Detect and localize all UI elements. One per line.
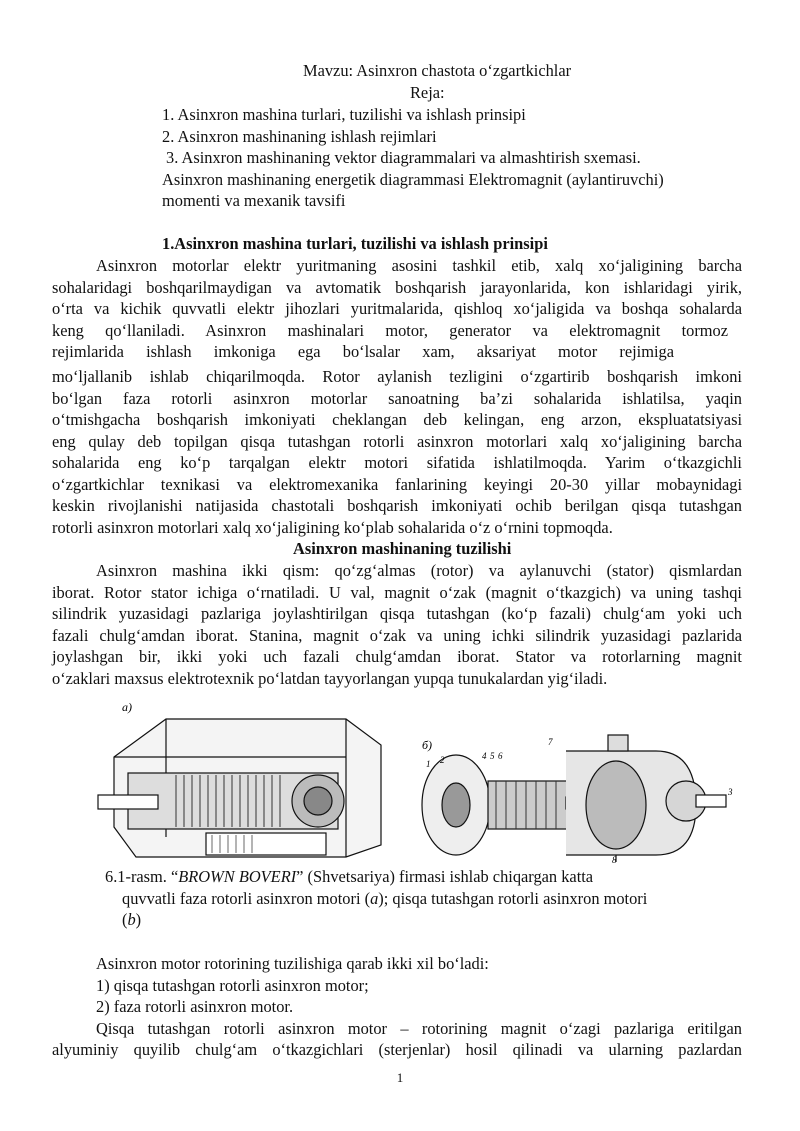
text-line: alyuminiy quyilib chulg‘am o‘tkazgichlari (sterjenlar) hosil qilinadi va ularning pazlardan bbox=[52, 1040, 742, 1059]
text-line: Asinxron mashina ikki qism: qo‘zg‘almas (rotor) va aylanuvchi (stator) qismlardan bbox=[96, 561, 742, 580]
paragraph bbox=[52, 953, 742, 1061]
paragraph bbox=[52, 560, 742, 689]
text-line: rotorli asinxron motorlari xalq xo‘jaligining ko‘plab sohalarida o‘z o‘rnini topmoqda. bbox=[52, 517, 613, 537]
part-number: 4 bbox=[482, 751, 487, 761]
figure-caption bbox=[105, 866, 725, 931]
motor-figure bbox=[96, 697, 746, 865]
text-line: o‘zaklari maxsus elektrotexnik po‘latdan tayyorlangan yupqa tunukalardan yig‘iladi. bbox=[52, 668, 608, 688]
text-line: fazali chulg‘amdan iborat. Stanina, magnit o‘zak va uning ichki silindrik yuzasidagi pazlarida bbox=[52, 625, 742, 645]
caption-line bbox=[105, 866, 725, 888]
section-heading: 1.Asinxron mashina turlari, tuzilishi va ishlash prinsipi bbox=[162, 234, 548, 253]
plan-heading: Reja: bbox=[410, 83, 445, 102]
topic-title: Mavzu: Asinxron chastota o‘zgartkichlar bbox=[303, 61, 572, 80]
text-line: rejimlarida ishlash imkoniga ega bo‘lsalar xam, aksariyat motor rejimiga bbox=[52, 342, 674, 361]
plan-item: 1. Asinxron mashina turlari, tuzilishi va ishlash prinsipi bbox=[162, 105, 526, 124]
squirrel-cage-motor-drawing bbox=[422, 735, 726, 862]
plan-item: 3. Asinxron mashinaning vektor diagrammalari va almashtirish sxemasi. bbox=[166, 148, 641, 167]
text-line: keng qo‘llaniladi. Asinxron mashinalari motor, generator va elektromagnit tormoz bbox=[52, 320, 728, 340]
text-line: sohalaridagi boshqarilmaydigan va avtomatik boshqarish jarayonlarida, kon ishlaridagi yirik, bbox=[52, 277, 742, 297]
part-number: 2 bbox=[440, 755, 445, 765]
phase-rotor-motor-drawing bbox=[98, 719, 381, 857]
caption-text: ) bbox=[135, 910, 142, 929]
text-line: Asinxron motor rotorining tuzilishiga qarab ikki xil bo‘ladi: bbox=[96, 954, 489, 973]
paragraph bbox=[52, 366, 742, 538]
text-line: eng qulay deb topilgan qisqa tutashgan rotorli asinxron motorlari xalq xo‘jaligining barcha bbox=[52, 431, 742, 451]
caption-line bbox=[105, 888, 725, 910]
caption-text: 6.1-rasm. “ bbox=[105, 867, 179, 886]
text-line: joylashgan bir, ikki yoki uch fazali chulg‘amdan iborat. Stator va rotorlarning magnit bbox=[52, 647, 742, 666]
caption-italic: a bbox=[370, 888, 379, 908]
text-line: Qisqa tutashgan rotorli asinxron motor – rotorining magnit o‘zagi pazlariga eritilgan bbox=[96, 1018, 742, 1038]
plan-list bbox=[162, 104, 762, 212]
caption-text: ); qisqa tutashgan rotorli asinxron motori bbox=[378, 888, 648, 908]
part-number: 7 bbox=[548, 737, 553, 747]
text-line: bo‘lgan faza rotorli asinxron motorlar sanoatning ba’zi sohalarida ishlatilsa, yaqin bbox=[52, 388, 742, 408]
section-heading: Asinxron mashinaning tuzilishi bbox=[293, 539, 512, 558]
caption-text: ” (Shvetsariya) firmasi ishlab chiqargan katta bbox=[296, 867, 594, 886]
text-line: o‘rta va kichik quvvatli elektr jihozlari yuritmalarida, qishloq xo‘jaligida va boshqa sohalarda bbox=[52, 299, 742, 318]
paragraph bbox=[52, 255, 742, 363]
plan-item: momenti va mexanik tavsifi bbox=[162, 191, 346, 210]
text-line: keskin rivojlanishi natijasida chastotali boshqarish imkoniyati ochib berilgan qisqa tutashgan bbox=[52, 496, 742, 515]
text-line: o‘tmishgacha boshqarish imkoniyati cheklangan deb kelingan, eng arzon, ekspluatatsiyasi bbox=[52, 410, 742, 429]
text-line: sohalarida eng ko‘p tarqalgan elektr motori sifatida ishlatilmoqda. Yarim o‘tkazgichli bbox=[52, 453, 742, 472]
text-line: iborat. Rotor stator ichiga o‘rnatiladi. U val, magnit o‘zak (magnit o‘tkazgich) va uning tashqi bbox=[52, 582, 742, 602]
part-number: 6 bbox=[498, 751, 503, 761]
caption-text: ( bbox=[122, 910, 128, 929]
list-item: 1) qisqa tutashgan rotorli asinxron motor; bbox=[96, 975, 369, 995]
plan-item: 2. Asinxron mashinaning ishlash rejimlari bbox=[162, 126, 437, 146]
text-line: mo‘ljallanib ishlab chiqarilmoqda. Rotor aylanish tezligini o‘zgartirib boshqarish imkoni bbox=[52, 367, 742, 386]
caption-line bbox=[105, 909, 725, 931]
text-line: silindrik yuzasidagi pazlariga joylashtirilgan qisqa tutashgan (ko‘p fazali) chulg‘am yoki uch bbox=[52, 604, 742, 623]
part-number: 1 bbox=[426, 759, 431, 769]
text-line: o‘zgartkichlar texnikasi va elektromexanika fanlarining keyingi 20-30 yillar mobaynidagi bbox=[52, 474, 742, 494]
part-number: 5 bbox=[490, 751, 495, 761]
caption-text: quvvatli faza rotorli asinxron motori ( bbox=[122, 888, 371, 908]
figure-label-a: a) bbox=[122, 700, 132, 714]
figure-label-b: б) bbox=[422, 738, 433, 752]
part-number: 8 bbox=[612, 855, 617, 865]
motor-illustration bbox=[96, 697, 746, 865]
caption-italic: b bbox=[127, 910, 136, 929]
part-number: 3 bbox=[728, 787, 733, 797]
caption-brand: BROWN BOVERI bbox=[178, 867, 297, 886]
page-number: 1 bbox=[396, 1070, 404, 1085]
text-line: Asinxron motorlar elektr yuritmaning asosini tashkil etib, xalq xo‘jaligining barcha bbox=[96, 256, 742, 275]
list-item: 2) faza rotorli asinxron motor. bbox=[96, 997, 294, 1016]
plan-item: Asinxron mashinaning energetik diagrammasi Elektromagnit (aylantiruvchi) bbox=[162, 169, 664, 189]
